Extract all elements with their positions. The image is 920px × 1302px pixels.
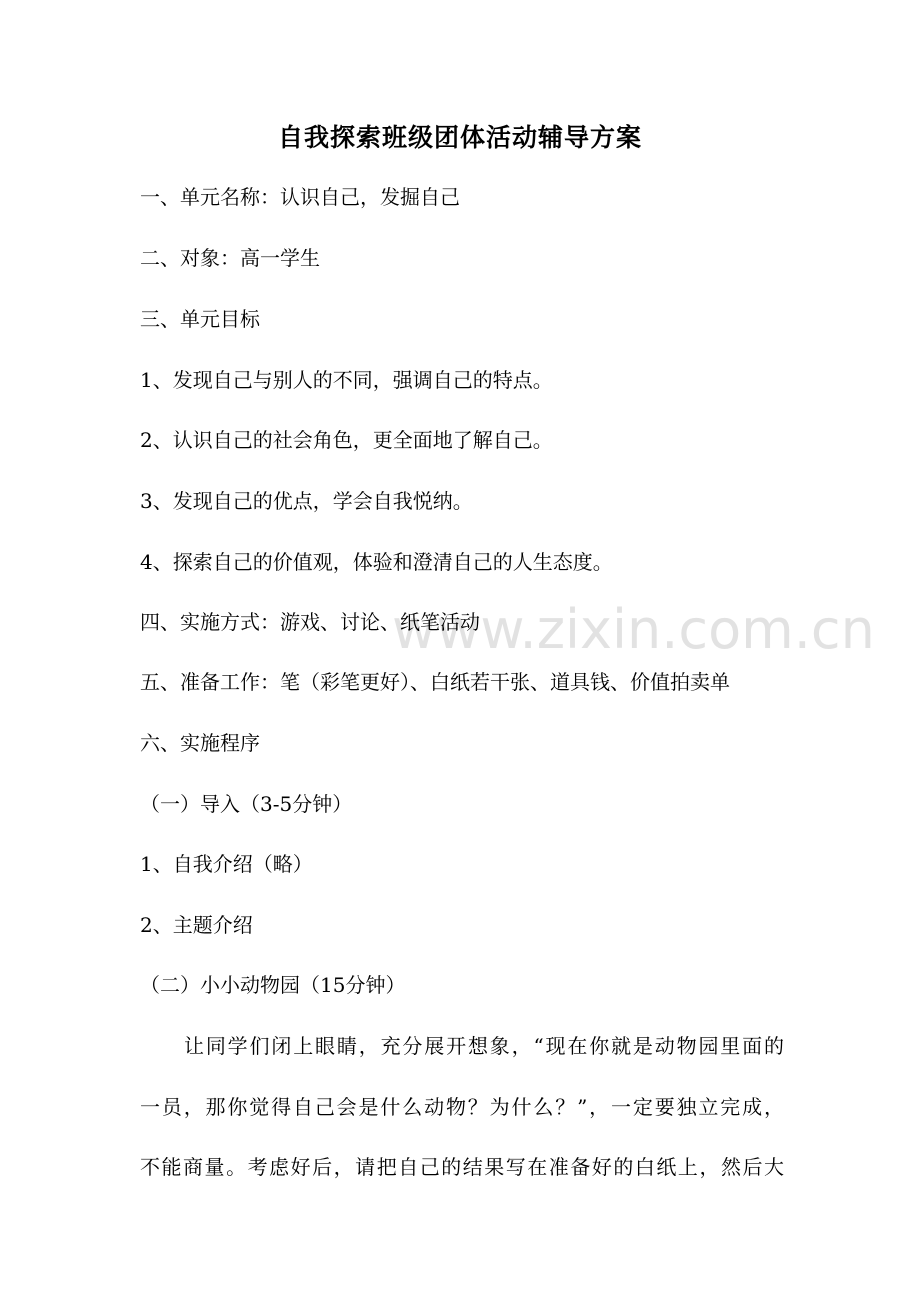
paragraph-line: 一员，那你觉得自己会是什么动物？为什么？”，一定要独立完成， [140,1095,784,1119]
section-method: 四、实施方式：游戏、讨论、纸笔活动 [140,610,480,634]
procedure-item: 2、主题介绍 [140,913,253,937]
section-unit-name: 一、单元名称：认识自己，发掘自己 [140,185,460,209]
subsection-heading: （二）小小动物园（15分钟） [140,973,406,997]
goal-item: 1、发现自己与别人的不同，强调自己的特点。 [140,368,553,392]
goal-item: 4、探索自己的价值观，体验和澄清自己的人生态度。 [140,550,613,574]
procedure-item: 1、自我介绍（略） [140,852,313,876]
watermark: www.zixin.com.cn [392,598,875,661]
section-procedure-heading: 六、实施程序 [140,731,260,755]
section-audience: 二、对象：高一学生 [140,246,320,270]
goal-item: 3、发现自己的优点，学会自我悦纳。 [140,489,473,513]
subsection-heading: （一）导入（3-5分钟） [140,792,353,816]
document-title: 自我探索班级团体活动辅导方案 [277,123,642,152]
section-preparation: 五、准备工作：笔（彩笔更好）、白纸若干张、道具钱、价值拍卖单 [140,670,730,694]
section-goals-heading: 三、单元目标 [140,307,260,331]
paragraph-line: 不能商量。考虑好后，请把自己的结果写在准备好的白纸上，然后大 [140,1155,784,1179]
paragraph-line: 让同学们闭上眼睛，充分展开想象，“现在你就是动物园里面的 [184,1034,784,1058]
goal-item: 2、认识自己的社会角色，更全面地了解自己。 [140,428,553,452]
